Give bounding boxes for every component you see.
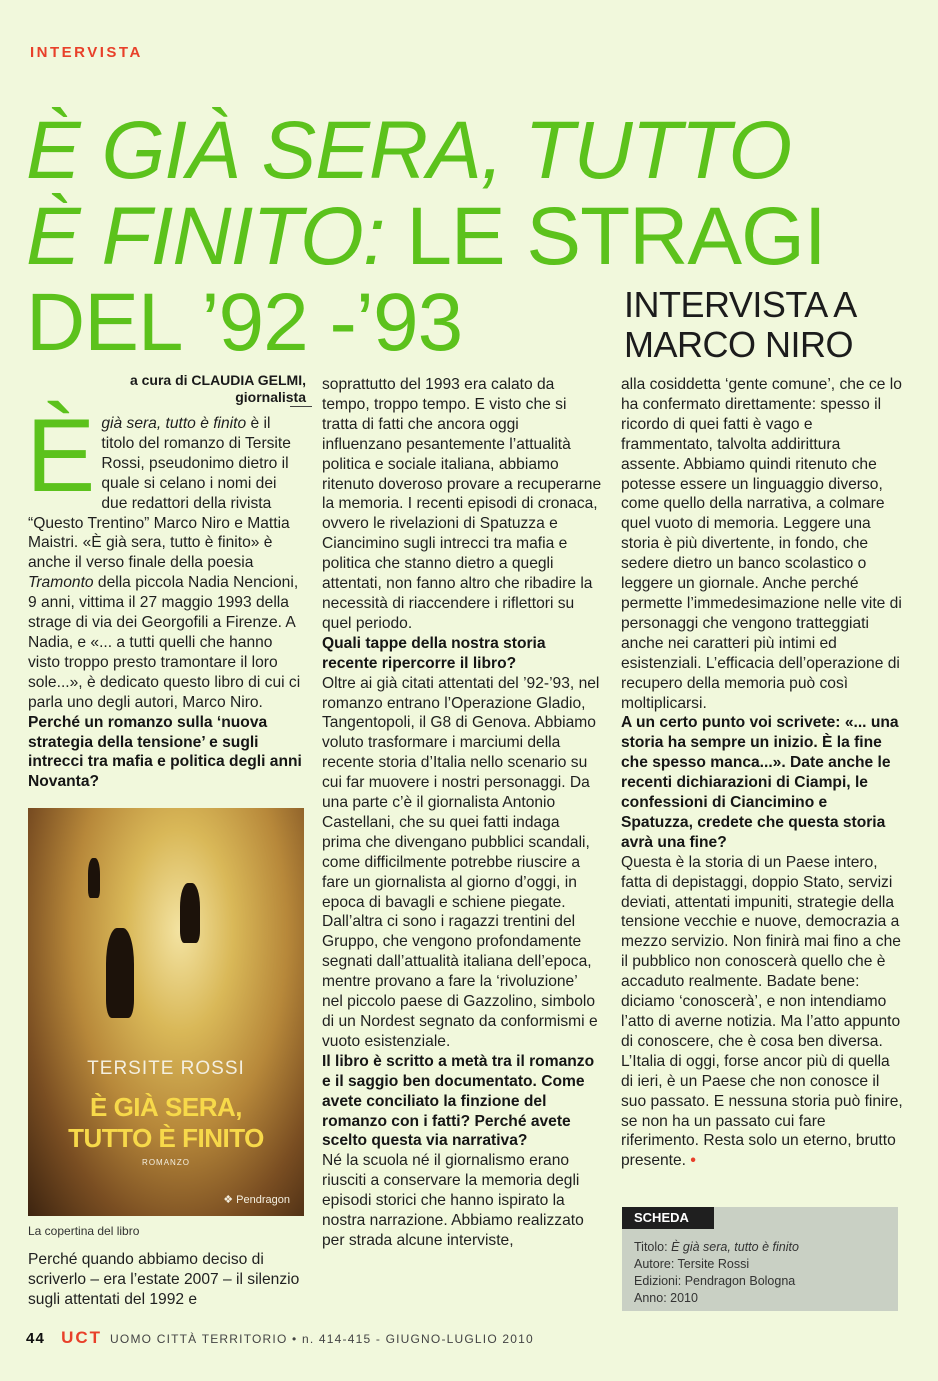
drop-cap: È — [26, 398, 96, 514]
headline-line3: DEL ’92 -’93 — [26, 277, 463, 368]
intro-text: è il titolo del romanzo di Tersite Rossi, pseudonimo dietro il quale si celano i nomi dei due redattori della rivista “Questo Trentino” Marco Niro e Mattia Maistri. «È già sera, tutto è finito» è anche il verso finale della poesia — [28, 415, 291, 572]
info-author: Autore: Tersite Rossi — [634, 1257, 750, 1271]
answer-4: Questa è la storia di un Paese intero, fatta di depistaggi, doppio Stato, servizi deviati, attentati impuniti, strategie della tensione vecchie e nuove, democrazia a mezzo servizio. Non finirà mai fino a che il pubblico non conoscerà quello che è accaduto realmente. Badate bene: diciamo ‘conoscerà’, e non intendiamo l’atto di averne notizia. Ma l’atto appunto di conoscere, che è cosa ben diversa. L’Italia di oggi, forse ancor più di quella di ieri, è un Paese che non conosce il suo passato. E nessuna storia può finire, se non ha un passato cui fare riferimento. Resta solo un eterno, brutto presente. — [621, 853, 903, 1170]
info-box — [622, 1207, 898, 1311]
question-3: Il libro è scritto a metà tra il romanzo e il saggio ben documentato. Come avete conciliato la finzione del romanzo con i fatti? Perché avete scelto questa via narrativa? — [322, 1052, 595, 1150]
cover-genre: ROMANZO — [142, 1158, 190, 1167]
info-publisher: Edizioni: Pendragon Bologna — [634, 1274, 796, 1288]
byline-name: CLAUDIA GELMI, — [191, 372, 306, 388]
answer-3-cont: alla cosiddetta ‘gente comune’, che ce lo ha confermato direttamente: spesso il ricordo di quei fatti è vago e frammentato, talvolta addirittura assente. Abbiamo quindi ritenuto che potesse essere un linguaggio diverso, come quello della narrativa, a colmare quel vuoto di memoria. Leggere una storia è più divertente, in fondo, che sedere dietro un banco scolastico o leggere un giornale. Anche perché permette l’immedesimazione nelle vite di personaggi che vengono tratteggiati anche nei caratteri più intimi ed esistenziali. L’efficacia dell’operazione di recupero della memoria può così moltiplicarsi. — [621, 376, 902, 712]
info-box-header: SCHEDA — [622, 1207, 714, 1229]
cover-author: TERSITE ROSSI — [87, 1058, 245, 1079]
cover-publisher — [223, 1193, 290, 1206]
cover-title-line1: È GIÀ SERA, — [90, 1092, 242, 1122]
cover-figure-3 — [106, 928, 134, 1018]
column-3 — [621, 375, 903, 1171]
page-footer — [26, 1328, 534, 1348]
cover-publisher-name: Pendragon — [236, 1194, 290, 1206]
subheadline — [624, 285, 924, 365]
magazine-brand: UCT — [61, 1328, 103, 1347]
answer-3-start: Né la scuola né il giornalismo erano riusciti a conservare la memoria degli episodi storici che hanno ispirato la nostra narrazione. Abbiamo realizzato per strada alcune interviste, — [322, 1152, 584, 1249]
intro-text-end: della piccola Nadia Nencioni, 9 anni, vittima il 27 maggio 1993 della strage di via dei Georgofili a Firenze. A Nadia, e «... a tutti quelli che hanno visto troppo presto tramontare il loro sole...», è dedicato questo libro di cui ci parla uno degli autori, Marco Niro. — [28, 574, 301, 711]
publisher-logo-icon: ❖ — [223, 1194, 237, 1206]
byline-rule — [290, 406, 312, 407]
headline-line2-rest: LE STRAGI — [384, 191, 826, 282]
cover-figure-2 — [180, 883, 200, 943]
end-mark-icon: • — [690, 1152, 696, 1170]
answer-2: Oltre ai già citati attentati del ’92-’93, nel romanzo entrano l’Operazione Gladio, Tangentopoli, il G8 di Genova. Abbiamo voluto trasformare i marciumi della recente storia d’Italia nello scenario su cui far muovere i nostri personaggi. Da una parte c’è il giornalista Antonio Castellani, che su quei fatti indaga prima che divengano pubblici scandali, come difficilmente potrebbe riuscire a fare un giornalista al giorno d’oggi, in epoca di bavagli e schiene piegate. Dall’altra ci sono i ragazzi trentini del Gruppo, che vengono profondamente segnati dall’attualità italiana dell’epoca, mentre provano a fare la ‘rivoluzione’ nel piccolo paese di Gazzolino, simbolo di un Nordest segnato da conformismi e vuoto esistenziale. — [322, 674, 600, 1050]
cover-title-line2: TUTTO È FINITO — [68, 1123, 264, 1153]
answer-1-cont: soprattutto del 1993 era calato da tempo, troppo tempo. E visto che si tratta di fatti che ancora oggi influenzano pesantemente l’attualità politica e sociale italiana, abbiamo ritenuto doveroso provare a recuperarne la memoria. I recenti episodi di cronaca, ovvero le rivelazioni di Spatuzza e Ciancimino sugli intrecci tra mafia e politica che stanno dietro a quegli attentati, non fanno altro che ribadire la necessità di riaccendere i riflettori su quel periodo. — [322, 376, 602, 632]
info-year: Anno: 2010 — [634, 1291, 698, 1305]
column-2 — [322, 375, 602, 1251]
byline-role: giornalista — [235, 389, 306, 405]
subhead-line2: MARCO NIRO — [624, 324, 853, 365]
question-4: A un certo punto voi scrivete: «... una storia ha sempre un inizio. È la fine che spesso manca...». Date anche le recenti dichiarazioni di Ciampi, le confessioni di Ciancimino e Spatuzza, credete che questa storia avrà una fine? — [621, 714, 899, 851]
question-1: Perché un romanzo sulla ‘nuova strategia della tensione’ e sugli intrecci tra mafia e politica degli anni Novanta? — [28, 713, 302, 791]
info-title-value: È già sera, tutto è finito — [671, 1240, 799, 1254]
info-title-label: Titolo: — [634, 1240, 672, 1254]
footer-text: UOMO CITTÀ TERRITORIO • n. 414-415 - GIUGNO-LUGLIO 2010 — [110, 1332, 534, 1346]
poem-title: Tramonto — [28, 574, 94, 592]
headline-line2 — [26, 191, 926, 282]
headline-line1: È GIÀ SERA, TUTTO — [26, 105, 792, 196]
intro-title-italic: già sera, tutto è finito — [101, 415, 247, 432]
info-box-body — [634, 1239, 799, 1307]
cover-title — [28, 1092, 304, 1154]
image-caption: La copertina del libro — [28, 1224, 140, 1238]
section-kicker: INTERVISTA — [30, 44, 143, 61]
column-1 — [26, 398, 306, 792]
page-number: 44 — [26, 1330, 46, 1347]
answer-1-start: Perché quando abbiamo deciso di scriverlo – era l’estate 2007 – il silenzio sugli attentati del 1992 e — [28, 1251, 300, 1308]
byline-prefix: a cura di — [129, 372, 192, 388]
book-cover-image — [28, 808, 304, 1216]
column-1-bottom — [28, 1250, 306, 1310]
headline-line2-italic: È FINITO: — [26, 191, 385, 282]
question-2: Quali tappe della nostra storia recente ripercorre il libro? — [322, 634, 546, 672]
cover-figure-1 — [88, 858, 100, 898]
subhead-line1: INTERVISTA A — [624, 284, 857, 325]
